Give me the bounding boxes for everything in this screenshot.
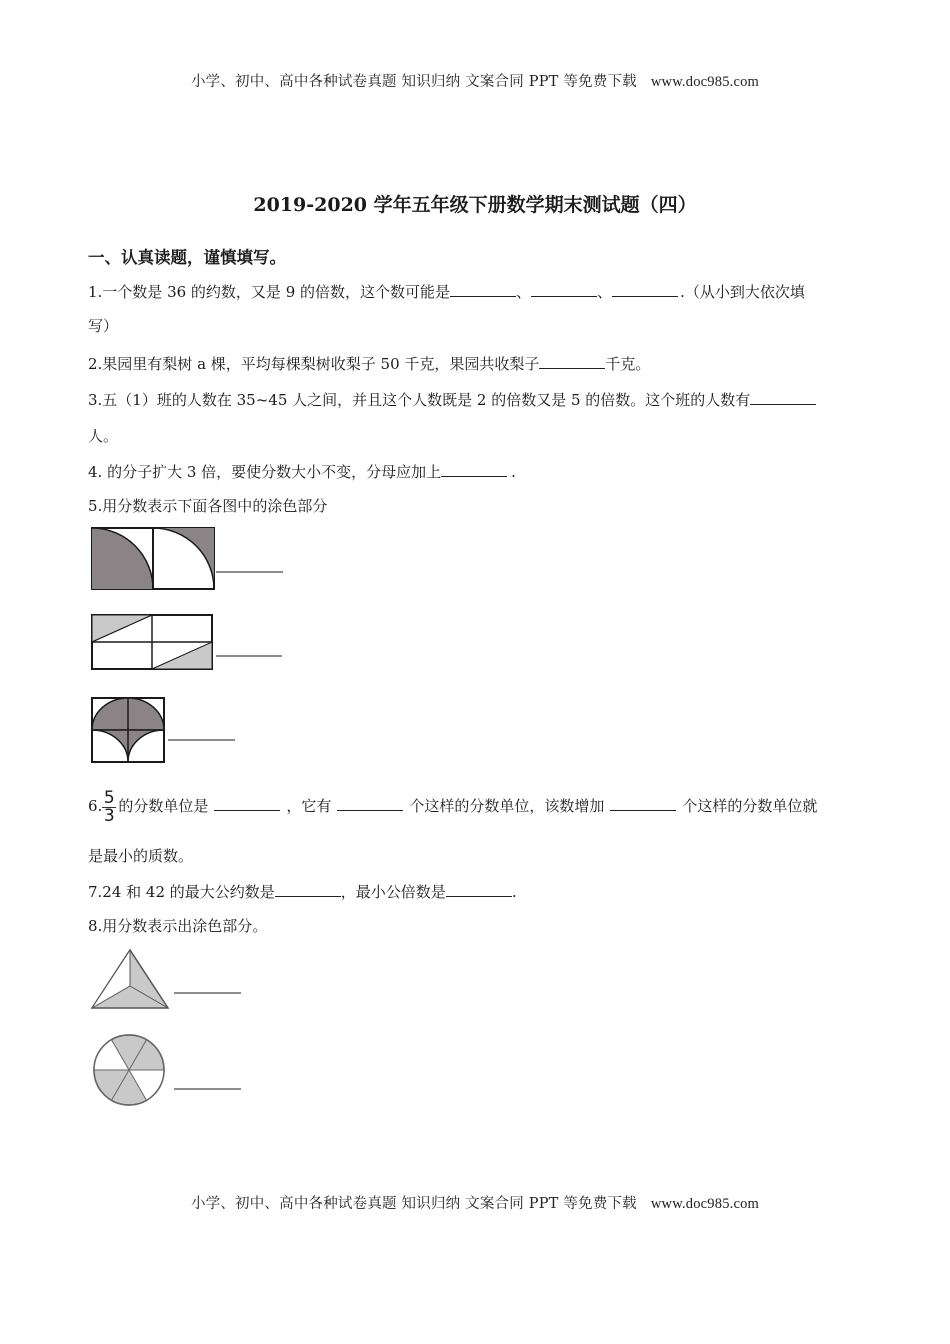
answer-blank[interactable] [337, 796, 403, 811]
q4-period: . [511, 463, 516, 481]
q6-text: 的分数单位是 [118, 797, 209, 815]
answer-blank[interactable] [450, 282, 516, 297]
answer-blank[interactable] [441, 462, 507, 477]
answer-blank[interactable] [531, 282, 597, 297]
q2-unit: 千克。 [605, 355, 651, 373]
section-heading: 一、认真读题，谨慎填写。 [88, 248, 286, 267]
fraction-numerator: 5 [103, 787, 115, 808]
q5-figure-1 [92, 528, 292, 592]
answer-blank[interactable] [610, 796, 676, 811]
q8-figure-triangle [92, 948, 252, 1012]
q7-period: . [511, 883, 517, 901]
question-6-continued: 是最小的质数。 [88, 847, 194, 865]
fraction-denominator: 3 [103, 805, 115, 826]
question-3 [88, 390, 816, 410]
page-header [0, 70, 950, 91]
q6-text: ，它有 [286, 797, 332, 815]
fraction-five-thirds [102, 787, 116, 826]
footer-text: 小学、初中、高中各种试卷真题 知识归纳 文案合同 PPT 等免费下载 [190, 1196, 637, 1212]
q2-text: 2.果园里有梨树 a 棵，平均每棵梨树收梨子 50 千克，果园共收梨子 [88, 355, 540, 373]
q5-figure-3 [92, 698, 242, 764]
q1-text: 1.一个数是 36 的约数，又是 9 的倍数，这个数可能是 [88, 283, 451, 301]
header-text: 小学、初中、高中各种试卷真题 知识归纳 文案合同 PPT 等免费下载 [190, 74, 637, 90]
page-title: 2019-2020 学年五年级下册数学期末测试题（四） [253, 194, 697, 216]
header-site-link[interactable]: www.doc985.com [650, 74, 760, 90]
q6-text: 个这样的分数单位，该数增加 [409, 797, 605, 815]
question-1 [88, 282, 805, 302]
q3-text: 3.五（1）班的人数在 35~45 人之间，并且这个人数既是 2 的倍数又是 5 的倍数。这个班的人数有 [88, 391, 751, 409]
answer-blank[interactable] [446, 882, 512, 897]
q7-text: 7.24 和 42 的最大公约数是 [88, 883, 275, 901]
question-4 [88, 462, 516, 482]
question-1-continued: 写） [88, 317, 119, 335]
question-7 [88, 882, 517, 902]
q1-separator: 、 [516, 283, 532, 301]
q8-figure-circle [92, 1034, 252, 1108]
q7-text: ，最小公倍数是 [340, 883, 446, 901]
question-3-continued: 人。 [88, 427, 119, 445]
q4-text: 4. 的分子扩大 3 倍，要使分数大小不变，分母应加上 [88, 463, 442, 481]
question-6 [88, 786, 817, 826]
q1-text-tail: .（从小到大依次填 [680, 283, 805, 301]
answer-blank[interactable] [750, 390, 816, 405]
q5-figure-2 [92, 614, 292, 674]
answer-blank[interactable] [612, 282, 678, 297]
q6-number: 6. [88, 797, 103, 815]
q6-text: 个这样的分数单位就 [682, 797, 818, 815]
answer-blank[interactable] [275, 882, 341, 897]
question-5: 5.用分数表示下面各图中的涂色部分 [88, 497, 328, 515]
page-footer [0, 1192, 950, 1213]
q1-separator: 、 [597, 283, 613, 301]
answer-blank[interactable] [539, 354, 605, 369]
question-8: 8.用分数表示出涂色部分。 [88, 917, 268, 935]
answer-blank[interactable] [214, 796, 280, 811]
question-2 [88, 354, 650, 374]
footer-site-link[interactable]: www.doc985.com [650, 1196, 760, 1212]
